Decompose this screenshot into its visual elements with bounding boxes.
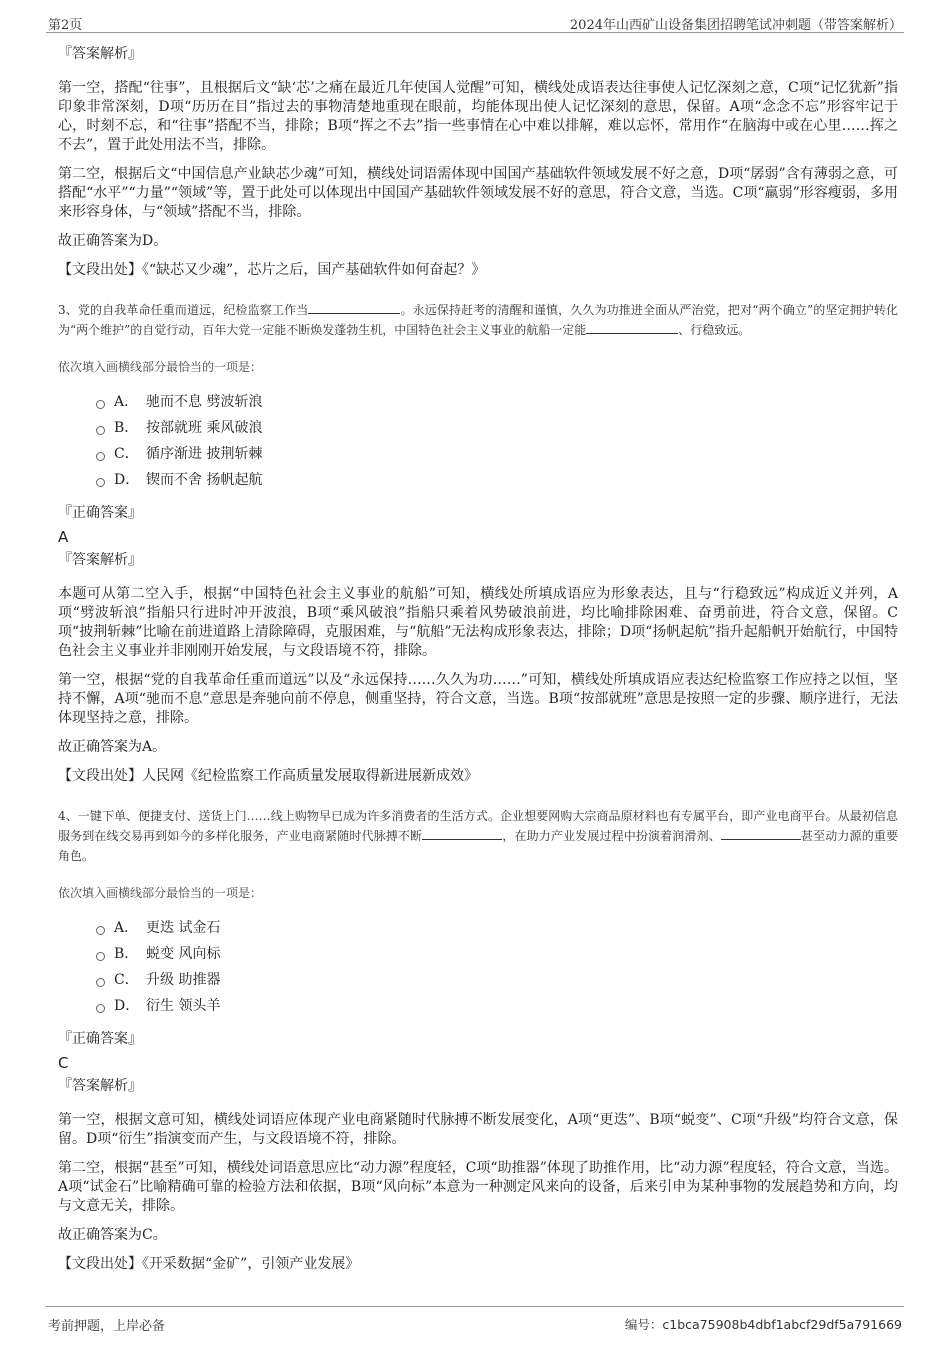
page-number: 第2页 [48, 18, 83, 33]
q4-analysis-tag: 『答案解析』 [58, 1078, 142, 1094]
option-text: 驰而不息 劈波斩浪 [146, 394, 263, 410]
q3-option-a[interactable] [96, 389, 898, 415]
q4-blank-1 [422, 827, 502, 840]
q2-analysis-p2: 第二空，根据后文“中国信息产业缺芯少魂”可知，横线处词语需体现中国国产基础软件领域发展不好之意，D项“孱弱”含有薄弱之意，可搭配“水平”“力量”“领域”等，置于此处可以体现出中国国产基础软件领域发展不好的意思，符合文意，当选。C项“羸弱”形容瘦弱，多用来形容身体，与“领域”搭配不当，排除。 [58, 166, 898, 220]
radio-icon[interactable] [96, 978, 105, 987]
option-letter: C． [114, 972, 139, 988]
document-code [625, 1315, 902, 1333]
option-letter: A． [114, 394, 139, 410]
option-text: 更迭 试金石 [146, 920, 221, 936]
page-footer [46, 1306, 904, 1337]
radio-icon[interactable] [96, 952, 105, 961]
q3-analysis-tag: 『答案解析』 [58, 552, 142, 568]
q3-blank-1 [308, 301, 400, 314]
q3-option-b[interactable] [96, 415, 898, 441]
footer-slogan: 考前押题，上岸必备 [48, 1319, 166, 1334]
option-text: 蜕变 风向标 [146, 946, 221, 962]
option-text: 升级 助推器 [146, 972, 221, 988]
q3-source: 【文段出处】人民网《纪检监察工作高质量发展取得新进展新成效》 [58, 768, 478, 784]
q4-stem-part-c: 甚至动力源的重要角色。 [58, 829, 898, 863]
q2-analysis-p1: 第一空，搭配“往事”，且根据后文“缺‘芯’之痛在最近几年使国人觉醒”可知，横线处成语表达往事使人记忆深刻之意，C项“记忆犹新”指印象非常深刻，D项“历历在目”指过去的事物清楚地重现在眼前，均能体现出使人记忆深刻的意思，保留。A项“念念不忘”形容牢记于心，时刻不忘，和“往事”搭配不当，排除；B项“挥之不去”指一些事情在心中难以排解，难以忘怀，常用作“在脑海中或在心里……挥之不去”，置于此处用法不当，排除。 [58, 80, 898, 153]
q4-answer-tag: 『正确答案』 [58, 1031, 142, 1047]
q3-stem-part-c: 、行稳致远。 [678, 323, 751, 337]
document-code-value: c1bca75908b4dbf1abcf29df5a791669 [662, 1317, 902, 1332]
radio-icon[interactable] [96, 926, 105, 935]
option-letter: C． [114, 446, 139, 462]
q4-conclusion: 故正确答案为C。 [58, 1227, 167, 1243]
q4-option-c[interactable] [96, 967, 898, 993]
page-header [46, 10, 904, 33]
q4-answer: C [58, 1054, 69, 1072]
q2-conclusion: 故正确答案为D。 [58, 233, 168, 249]
q3-stem-part-b: 。永远保持赶考的清醒和谨慎，久久为功推进全面从严治党，把对“两个确立”的坚定拥护转化为“两个维护”的自觉行动，百年大党一定能不断焕发蓬勃生机，中国特色社会主义事业的航船一定能 [58, 303, 899, 337]
q3-option-c[interactable] [96, 441, 898, 467]
radio-icon[interactable] [96, 452, 105, 461]
q4-prompt: 依次填入画横线部分最恰当的一项是： [58, 886, 263, 900]
q4-stem-part-b: ，在助力产业发展过程中扮演着润滑剂、 [502, 829, 721, 843]
q4-source: 【文段出处】《开采数据“金矿”，引领产业发展》 [58, 1256, 360, 1272]
q4-analysis-p1: 第一空，根据文意可知，横线处词语应体现产业电商紧随时代脉搏不断发展变化，A项“更迭”、B项“蜕变”、C项“升级”均符合文意，保留。D项“衍生”指演变而产生，与文段语境不符，排除。 [58, 1112, 898, 1147]
q4-option-b[interactable] [96, 941, 898, 967]
document-title: 2024年山西矿山设备集团招聘笔试冲刺题（带答案解析） [569, 18, 902, 33]
q3-answer: A [58, 528, 69, 546]
q3-answer-tag: 『正确答案』 [58, 505, 142, 521]
page-content [56, 44, 898, 1284]
option-text: 衍生 领头羊 [146, 998, 221, 1014]
q4-option-d[interactable] [96, 993, 898, 1019]
option-letter: D． [114, 998, 140, 1014]
document-code-label: 编号： [624, 1317, 663, 1332]
option-letter: B． [114, 420, 139, 436]
q3-stem-part-a: 3、党的自我革命任重而道远，纪检监察工作当 [58, 303, 309, 317]
radio-icon[interactable] [96, 426, 105, 435]
q3-analysis-p1: 本题可从第二空入手，根据“中国特色社会主义事业的航船”可知，横线处所填成语应为形象表达，且与“行稳致远”构成近义并列，A项“劈波斩浪”指船只行进时冲开波浪，B项“乘风破浪”指船只乘着风势破浪前进，均比喻排除困难、奋勇前进，符合文意，保留。C项“披荆斩棘”比喻在前进道路上清除障碍，克服困难，与“航船”无法构成形象表达，排除；D项“扬帆起航”指升起船帆开始航行，中国特色社会主义事业并非刚刚开始发展，与文段语境不符，排除。 [58, 586, 898, 659]
radio-icon[interactable] [96, 1004, 105, 1013]
q3-stem [58, 300, 898, 340]
q3-options [96, 389, 898, 493]
q4-stem [58, 806, 898, 866]
q3-prompt: 依次填入画横线部分最恰当的一项是： [58, 360, 263, 374]
q3-analysis-p2: 第一空，根据“党的自我革命任重而道远”以及“永远保持……久久为功……”可知，横线处所填成语应表达纪检监察工作应持之以恒，坚持不懈，A项“驰而不息”意思是奔驰向前不停息，侧重坚持，符合文意，当选。B项“按部就班”意思是按照一定的步骤、顺序进行，无法体现坚持之意，排除。 [58, 672, 898, 726]
q4-stem-part-a: 4、一键下单、便捷支付、送货上门……线上购物早已成为许多消费者的生活方式。企业想要网购大宗商品原材料也有专属平台，即产业电商平台。从最初信息服务到在线交易再到如今的多样化服务，产业电商紧随时代脉搏不断 [58, 809, 898, 843]
option-text: 按部就班 乘风破浪 [146, 420, 263, 436]
q2-source: 【文段出处】《“缺芯又少魂”，芯片之后，国产基础软件如何奋起？》 [58, 262, 486, 278]
option-text: 锲而不舍 扬帆起航 [146, 472, 263, 488]
radio-icon[interactable] [96, 400, 105, 409]
option-letter: A． [114, 920, 139, 936]
option-letter: D． [114, 472, 140, 488]
q4-blank-2 [721, 827, 801, 840]
q2-analysis-tag: 『答案解析』 [58, 46, 142, 62]
q3-conclusion: 故正确答案为A。 [58, 739, 167, 755]
q4-analysis-p2: 第二空，根据“甚至”可知，横线处词语意思应比“动力源”程度轻，C项“助推器”体现了助推作用，比“动力源”程度轻，符合文意，当选。A项“试金石”比喻精确可靠的检验方法和依据，B项“风向标”本意为一种测定风来向的设备，后来引申为某种事物的发展趋势和方向，均与文意无关，排除。 [58, 1160, 898, 1214]
q4-option-a[interactable] [96, 915, 898, 941]
q4-options [96, 915, 898, 1019]
option-letter: B． [114, 946, 139, 962]
q3-blank-2 [586, 321, 678, 334]
radio-icon[interactable] [96, 478, 105, 487]
q3-option-d[interactable] [96, 467, 898, 493]
option-text: 循序渐进 披荆斩棘 [146, 446, 263, 462]
